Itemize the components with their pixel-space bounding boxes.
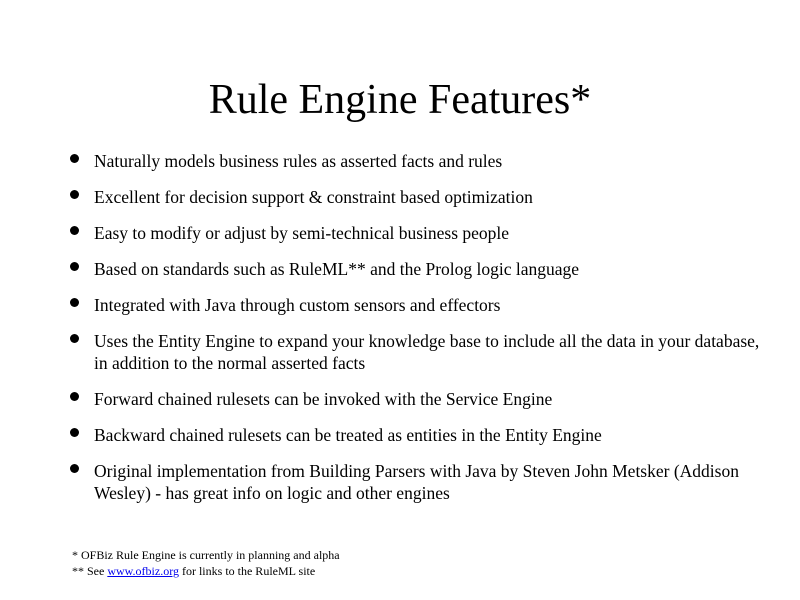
- list-item: [70, 424, 760, 446]
- bullet-text: Uses the Entity Engine to expand your knowledge base to include all the data in your database, in addition to the normal asserted facts: [94, 331, 760, 373]
- bullet-icon: [70, 428, 79, 437]
- list-item: [70, 460, 760, 504]
- bullet-text: Naturally models business rules as asserted facts and rules: [94, 151, 503, 171]
- bullet-icon: [70, 392, 79, 401]
- list-item: [70, 222, 760, 244]
- bullet-icon: [70, 334, 79, 343]
- bullet-icon: [70, 464, 79, 473]
- bullet-icon: [70, 298, 79, 307]
- ofbiz-link[interactable]: www.ofbiz.org: [107, 564, 179, 578]
- list-item: [70, 330, 760, 374]
- list-item: [70, 258, 760, 280]
- bullet-icon: [70, 226, 79, 235]
- list-item: [70, 186, 760, 208]
- bullet-text: Integrated with Java through custom sensors and effectors: [94, 295, 501, 315]
- bullet-icon: [70, 262, 79, 271]
- bullet-icon: [70, 154, 79, 163]
- footnote-ruleml: [72, 563, 340, 579]
- footnote-planning: * OFBiz Rule Engine is currently in planning and alpha: [72, 548, 340, 562]
- slide-title: Rule Engine Features*: [208, 77, 592, 123]
- bullet-text: Original implementation from Building Parsers with Java by Steven John Metsker (Addison Wesley) - has great info on logic and other engines: [94, 461, 739, 503]
- footnote-prefix: ** See: [72, 564, 108, 578]
- bullet-text: Forward chained rulesets can be invoked with the Service Engine: [94, 389, 553, 409]
- bullet-text: Based on standards such as RuleML** and the Prolog logic language: [94, 259, 580, 279]
- footnote-suffix: for links to the RuleML site: [178, 564, 316, 578]
- list-item: [70, 294, 760, 316]
- bullet-icon: [70, 190, 79, 199]
- list-item: [70, 388, 760, 410]
- bullet-text: Easy to modify or adjust by semi-technical business people: [94, 223, 510, 243]
- footnotes: [72, 547, 340, 579]
- list-item: [70, 150, 760, 172]
- bullet-text: Backward chained rulesets can be treated as entities in the Entity Engine: [94, 425, 602, 445]
- bullet-text: Excellent for decision support & constraint based optimization: [94, 187, 533, 207]
- feature-list: [70, 150, 760, 518]
